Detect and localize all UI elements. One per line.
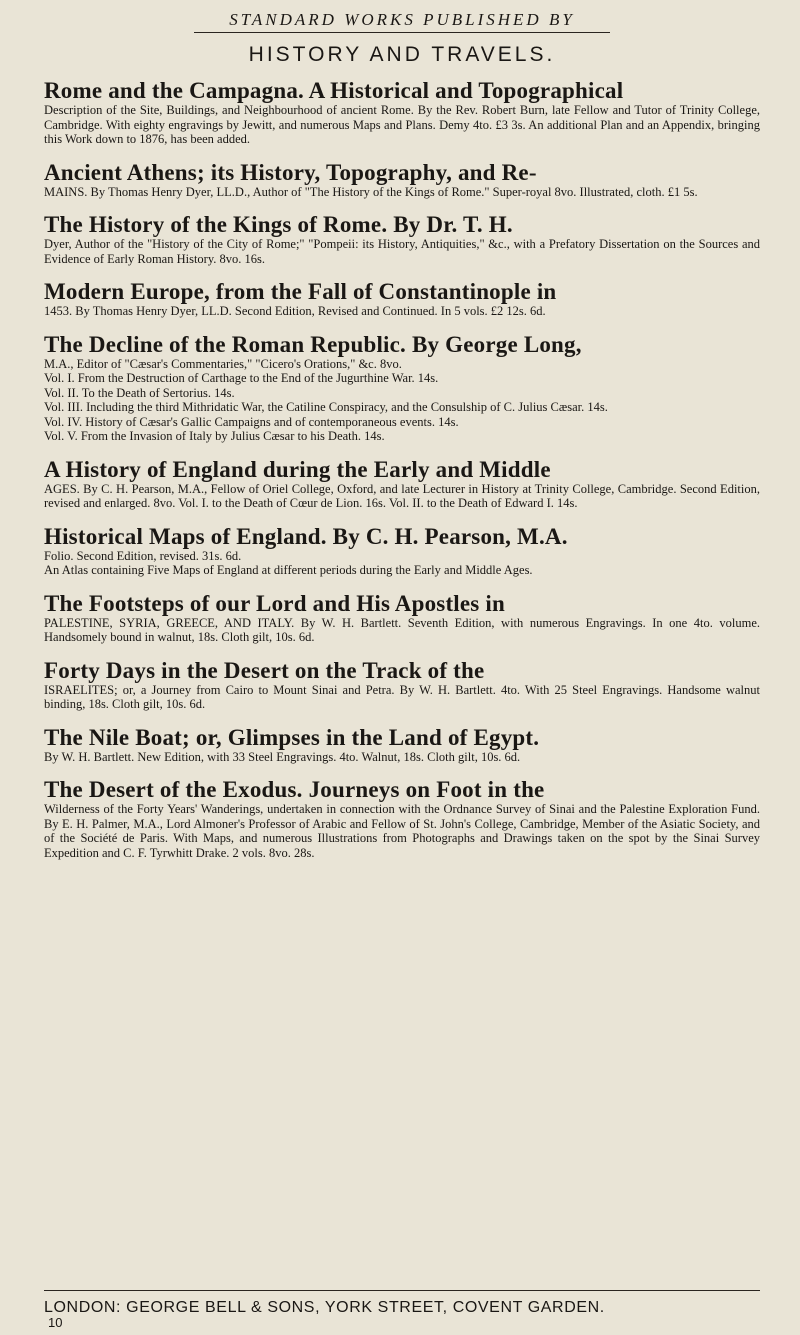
catalogue-entry-rome-campagna	[44, 79, 760, 147]
catalogue-entry-roman-republic	[44, 333, 760, 444]
catalogue-entry-desert-of-exodus	[44, 778, 760, 860]
publisher-footer	[44, 1290, 760, 1317]
entry-title: Historical Maps of England. By C. H. Pearson, M.A.	[44, 523, 568, 549]
entry-title: The Desert of the Exodus. Journeys on Foot in the	[44, 777, 545, 802]
volume-line: Vol. I. From the Destruction of Carthage to the End of the Jugurthine War. 14s.	[44, 371, 439, 385]
entry-body: Description of the Site, Buildings, and Neighbourhood of ancient Rome. By the Rev. Robert Burn, late Fellow and Tutor of Trinity College, Cambridge. With eighty engravings by Jewitt, and numerous Maps and Plans. Demy 4to. £3 3s. An additional Plan and an Appendix, bringing this Work down to 1876, has been added.	[44, 103, 760, 146]
entry-title: Rome and the Campagna. A Historical and Topographical	[44, 78, 624, 103]
volume-line: Vol. III. Including the third Mithridatic War, the Catiline Conspiracy, and the Consulship of C. Julius Cæsar. 14s.	[44, 400, 608, 414]
entry-title: The Footsteps of our Lord and His Apostles in	[44, 590, 505, 616]
catalogue-entry-ancient-athens	[44, 161, 760, 200]
entry-body: Folio. Second Edition, revised. 31s. 6d.	[44, 548, 242, 563]
entry-body: Dyer, Author of the "History of the City of Rome;" "Pompeii: its History, Antiquities," &c., with a Prefatory Dissertation on the Sources and Evidence of Early Roman History. 8vo. 16s.	[44, 237, 760, 266]
running-head-rule	[194, 32, 610, 33]
running-head: STANDARD WORKS PUBLISHED BY	[229, 10, 575, 29]
catalogue-entry-modern-europe	[44, 280, 760, 319]
atlas-line: An Atlas containing Five Maps of England at different periods during the Early and Middle Ages.	[44, 563, 533, 577]
entry-body: M.A., Editor of "Cæsar's Commentaries," "Cicero's Orations," &c. 8vo.	[44, 356, 402, 371]
entry-body: AGES. By C. H. Pearson, M.A., Fellow of Oriel College, Oxford, and late Lecturer in History at Trinity College, Cambridge. Second Edition, revised and enlarged. 8vo. Vol. I. to the Death of Cœur de Lion. 16s. Vol. II. to the Death of Edward I. 14s.	[44, 481, 760, 510]
volume-line: Vol. II. To the Death of Sertorius. 14s.	[44, 385, 235, 400]
entry-title: Modern Europe, from the Fall of Constantinople in	[44, 279, 557, 304]
volume-line: Vol. V. From the Invasion of Italy by Julius Cæsar to his Death. 14s.	[44, 429, 385, 443]
entry-title: The History of the Kings of Rome. By Dr. T. H.	[44, 212, 513, 237]
catalogue-entry-kings-of-rome	[44, 213, 760, 266]
entry-body: Wilderness of the Forty Years' Wanderings, undertaken in connection with the Ordnance Survey of Sinai and the Palestine Exploration Fund. By E. H. Palmer, M.A., Lord Almoner's Professor of Arabic and Fellow of St. John's College, Cambridge, Member of the Asiatic Society, and of the Société de Paris. With Maps, and numerous Illustrations from Photographs and Drawings taken on the spot by the Sinai Survey Expedition and C. F. Tyrwhitt Drake. 2 vols. 8vo. 28s.	[44, 802, 760, 860]
entry-title: The Decline of the Roman Republic. By George Long,	[44, 331, 582, 357]
entry-body: PALESTINE, SYRIA, GREECE, AND ITALY. By W. H. Bartlett. Seventh Edition, with numerous Engravings. In one 4to. volume. Handsomely bound in walnut, 18s. Cloth gilt, 10s. 6d.	[44, 615, 760, 644]
catalogue-entry-nile-boat	[44, 726, 760, 765]
page-number: 10	[48, 1315, 63, 1330]
entry-title: A History of England during the Early and Middle	[44, 456, 551, 482]
entry-title: Ancient Athens; its History, Topography, and Re-	[44, 159, 537, 185]
entry-title: Forty Days in the Desert on the Track of the	[44, 657, 485, 683]
entry-title: The Nile Boat; or, Glimpses in the Land of Egypt.	[44, 724, 540, 750]
catalogue-entry-forty-days	[44, 659, 760, 712]
catalogue-entry-footsteps	[44, 592, 760, 645]
catalogue-entry-history-of-england	[44, 458, 760, 511]
catalogue-entry-historical-maps	[44, 525, 760, 578]
entry-body: By W. H. Bartlett. New Edition, with 33 Steel Engravings. 4to. Walnut, 18s. Cloth gilt, 10s. 6d.	[44, 749, 521, 764]
publisher-imprint: LONDON: GEORGE BELL & SONS, YORK STREET, COVENT GARDEN.	[44, 1299, 605, 1316]
footer-rule	[44, 1290, 760, 1291]
volume-line: Vol. IV. History of Cæsar's Gallic Campaigns and of contemporaneous events. 14s.	[44, 414, 459, 429]
entry-body: 1453. By Thomas Henry Dyer, LL.D. Second Edition, Revised and Continued. In 5 vols. £2 12s. 6d.	[44, 304, 546, 318]
entry-body: MAINS. By Thomas Henry Dyer, LL.D., Author of "The History of the Kings of Rome." Super-royal 8vo. Illustrated, cloth. £1 5s.	[44, 184, 698, 199]
entry-body: ISRAELITES; or, a Journey from Cairo to Mount Sinai and Petra. By W. H. Bartlett. 4to. With 25 Steel Engravings. Handsome walnut binding, 18s. Cloth gilt, 10s. 6d.	[44, 682, 760, 711]
section-title: HISTORY AND TRAVELS.	[248, 43, 556, 66]
